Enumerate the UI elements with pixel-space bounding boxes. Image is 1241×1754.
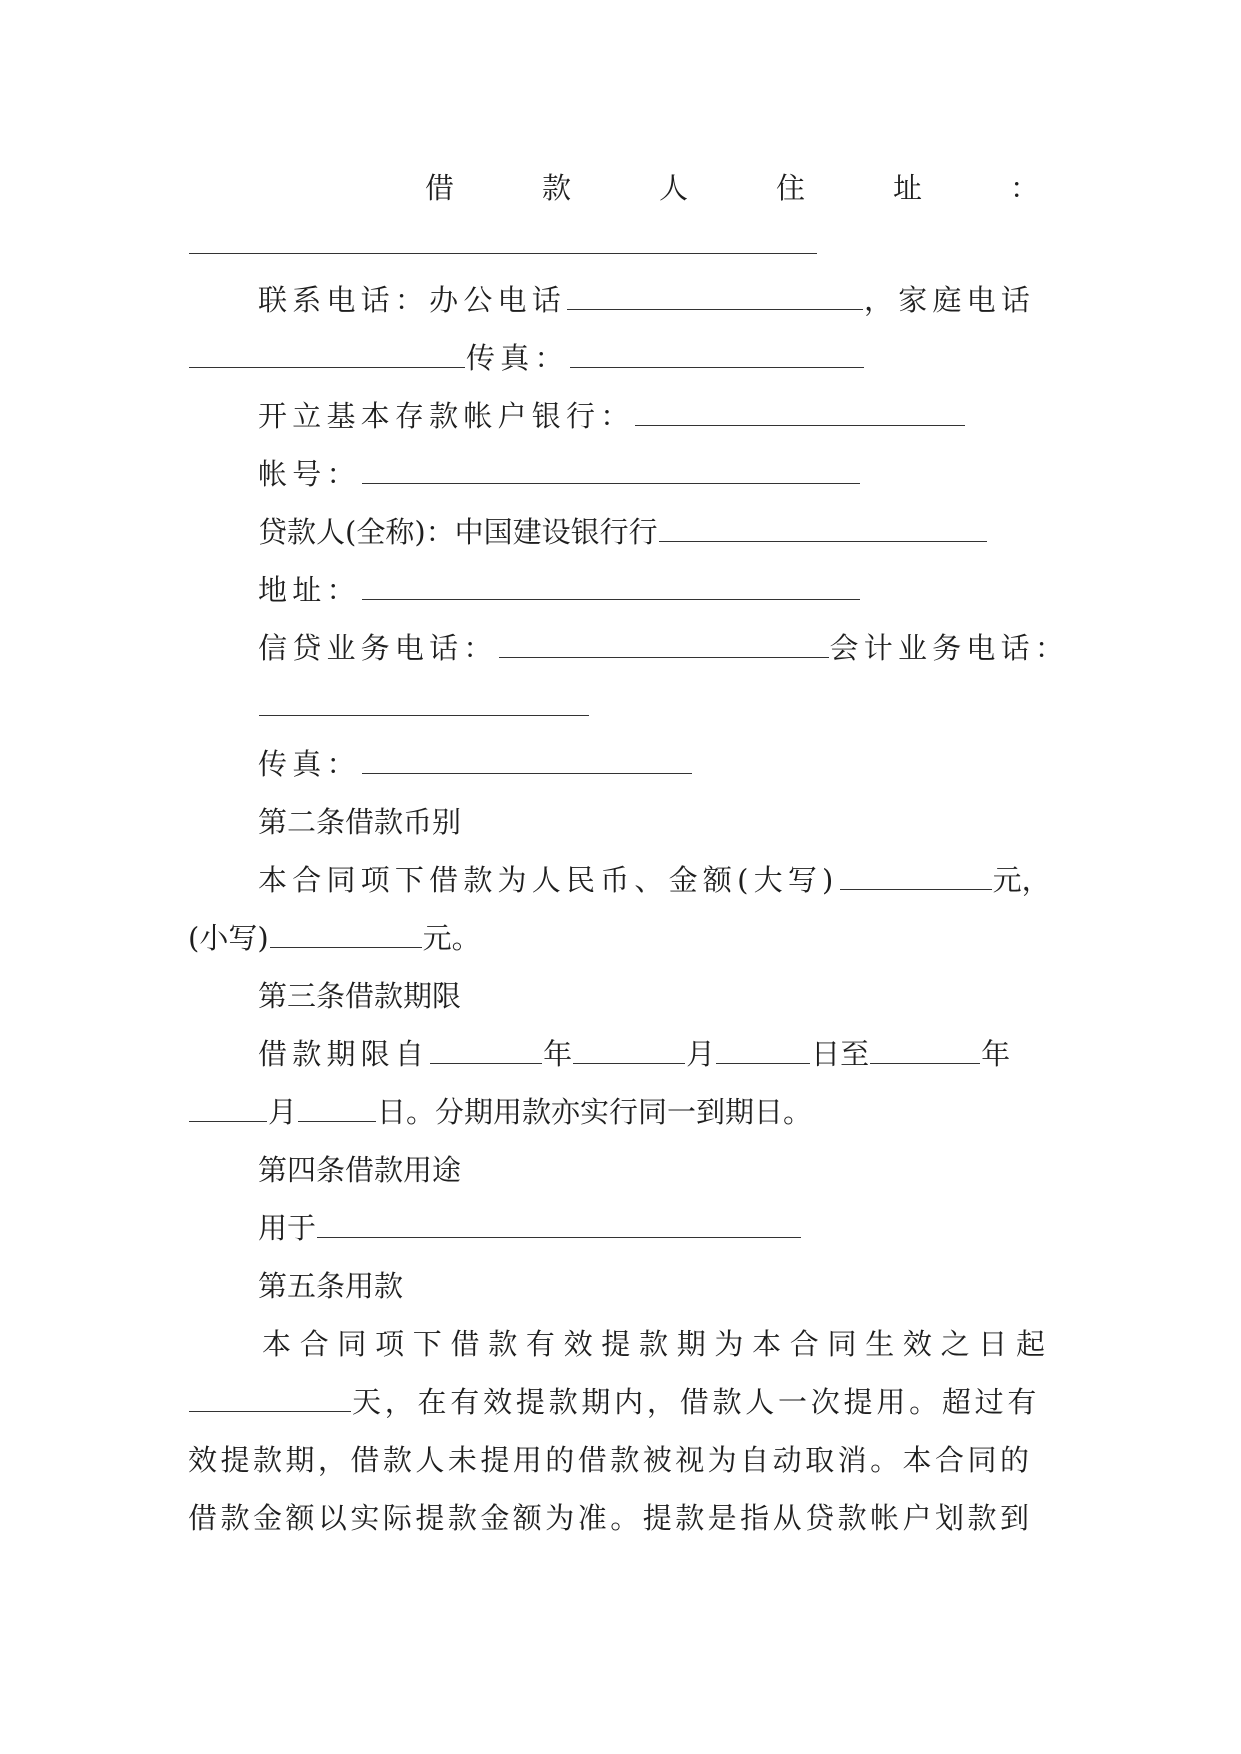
art2-prefix: 本合同项下借款为人民币、金额(大写) — [258, 863, 839, 897]
day-to-label: 日至 — [811, 1037, 870, 1071]
article-3-title: 第三条借款期限 — [258, 979, 462, 1013]
fax2-field[interactable] — [362, 749, 692, 774]
bank-label: 开立基本存款帐户银行： — [258, 399, 635, 433]
amount-numeric-field[interactable] — [270, 923, 422, 948]
accounting-phone-line[interactable] — [258, 686, 590, 726]
bank-field[interactable] — [635, 401, 965, 426]
art2-suffix: 元， — [992, 863, 1051, 897]
address-field[interactable] — [362, 575, 860, 600]
article-5-line-4: 借款金额以实际提款金额为准。提款是指从贷款帐户划款到 — [188, 1501, 1033, 1535]
amount-capital-field[interactable] — [840, 865, 992, 890]
art3-prefix: 借款期限自 — [258, 1037, 430, 1071]
year-label: 年 — [543, 1037, 573, 1071]
art4-prefix: 用于 — [258, 1211, 317, 1245]
month-label-2: 月 — [268, 1095, 298, 1129]
start-month-field[interactable] — [573, 1039, 685, 1064]
credit-phone-field[interactable] — [499, 633, 829, 658]
address-row — [258, 570, 861, 610]
withdrawal-days-field[interactable] — [189, 1387, 351, 1412]
art3-line2-end: 日。分期用款亦实行同一到期日。 — [377, 1095, 813, 1129]
lender-name-label: 贷款人(全称)：中国建设银行行 — [258, 515, 658, 549]
home-phone-label: ，家庭电话 — [864, 283, 1036, 317]
purpose-field[interactable] — [317, 1213, 801, 1238]
contact-label: 联系电话： — [258, 283, 430, 317]
address-label: 地址： — [258, 573, 361, 607]
office-phone-field[interactable] — [567, 285, 863, 310]
fax-row — [188, 338, 865, 378]
start-year-field[interactable] — [430, 1039, 542, 1064]
article-3-line-1 — [258, 1034, 1010, 1074]
accounting-phone-label: 会计业务电话： — [829, 631, 1070, 665]
fax-label: 传真： — [466, 341, 569, 375]
article-4-line — [258, 1208, 802, 1248]
end-year-field[interactable] — [870, 1039, 980, 1064]
credit-phone-label: 信贷业务电话： — [258, 631, 498, 665]
home-phone-field[interactable] — [189, 343, 465, 368]
fax-field[interactable] — [570, 343, 864, 368]
end-month-field[interactable] — [189, 1097, 267, 1122]
office-phone-label: 办公电话 — [429, 283, 566, 317]
art2-line2-prefix: (小写) — [188, 921, 269, 955]
art2-line2-suffix: 元。 — [422, 921, 481, 955]
article-5-line-2 — [188, 1382, 1040, 1422]
lender-row — [258, 512, 988, 552]
credit-phone-row — [258, 628, 1069, 668]
end-day-field[interactable] — [298, 1097, 376, 1122]
account-row — [258, 454, 861, 494]
art5-line2-suffix: 天，在有效提款期内，借款人一次提用。超过有 — [352, 1385, 1041, 1419]
contact-phone-row — [258, 280, 1035, 320]
article-4-title: 第四条借款用途 — [258, 1153, 462, 1187]
fax2-label: 传真： — [258, 747, 361, 781]
article-2-title: 第二条借款币别 — [258, 805, 462, 839]
article-5-line-3: 效提款期，借款人未提用的借款被视为自动取消。本合同的 — [188, 1443, 1033, 1477]
account-field[interactable] — [362, 459, 860, 484]
article-5-line-1: 本合同项下借款有效提款期为本合同生效之日起 — [262, 1327, 1054, 1361]
article-2-line-2 — [188, 918, 481, 958]
month-label: 月 — [686, 1037, 716, 1071]
borrower-address-line[interactable] — [188, 224, 818, 264]
year-label-2: 年 — [981, 1037, 1011, 1071]
account-label: 帐号： — [258, 457, 361, 491]
article-5-title: 第五条用款 — [258, 1269, 404, 1303]
fax2-row — [258, 744, 693, 784]
start-day-field[interactable] — [716, 1039, 810, 1064]
article-2-line-1 — [258, 860, 1051, 900]
bank-row — [258, 396, 966, 436]
article-3-line-2 — [188, 1092, 812, 1132]
borrower-address-label: 借款人住址： — [425, 171, 1128, 205]
lender-name-field[interactable] — [659, 517, 987, 542]
